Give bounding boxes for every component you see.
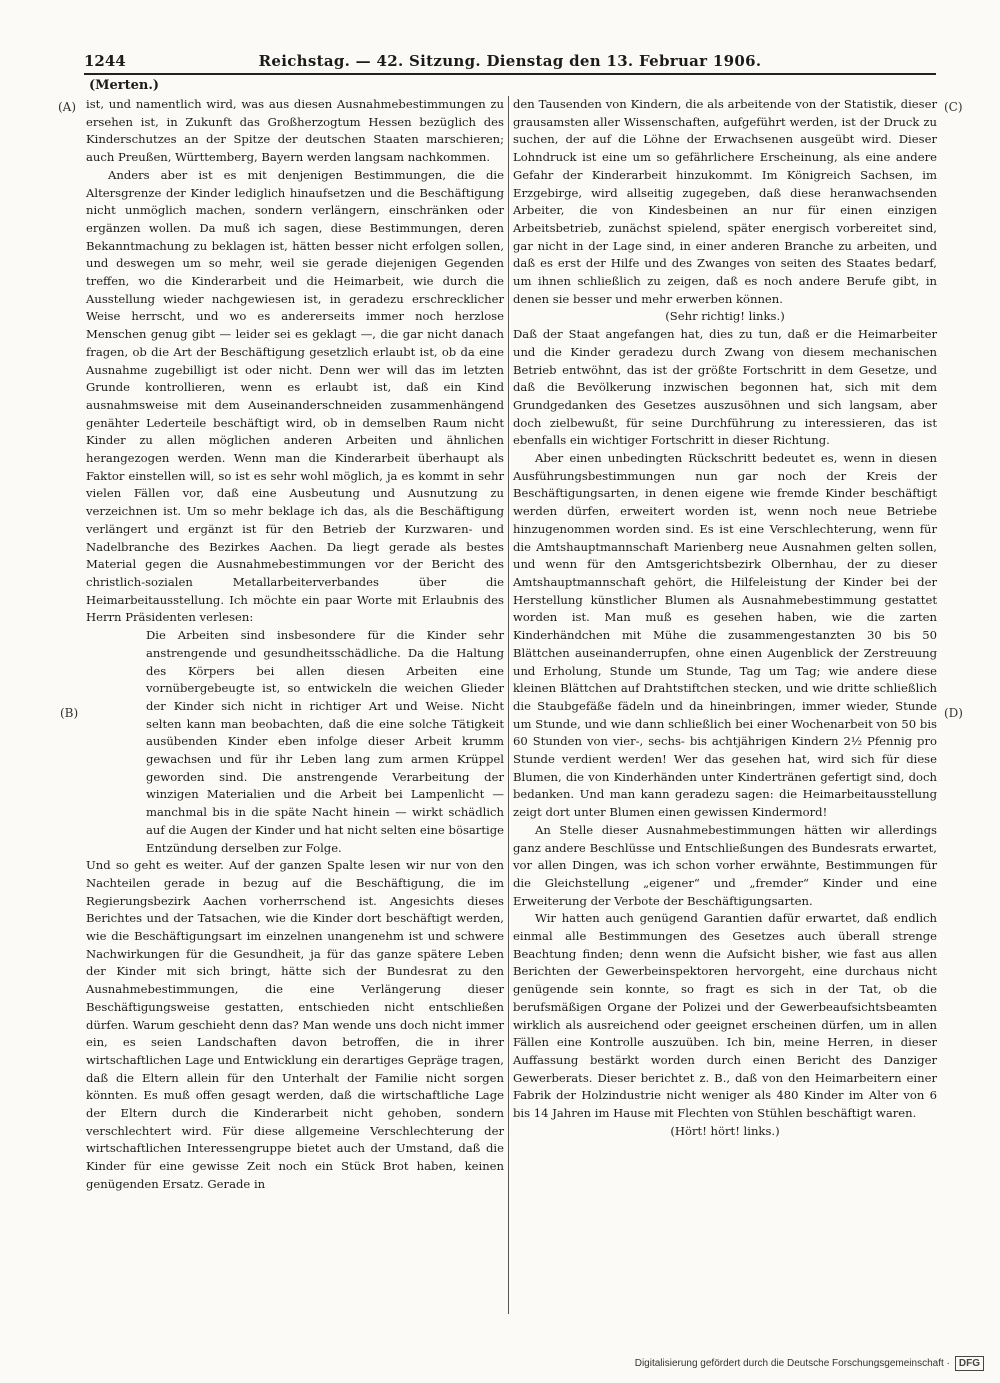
interjection: (Hört! hört! links.) (670, 1123, 780, 1138)
dfg-logo: DFG (955, 1356, 984, 1371)
page-header (84, 48, 936, 74)
column-divider (508, 96, 509, 1314)
paragraph: ist, und namentlich wird, was aus diesen Ausnahmebestimmungen zu ersehen ist, in Zukunft das Großherzogtum Hessen bezüglich des Kinderschutzes an der Spitze der deutschen Staaten marschieren; auch Preußen, Württemberg, Bayern werden langsam nachkommen. (86, 97, 504, 165)
header-rule (84, 73, 936, 75)
margin-marker-a: (A) (58, 100, 77, 114)
interjection: (Sehr richtig! links.) (665, 309, 785, 324)
credit-text: Digitalisierung gefördert durch die Deutsche Forschungsgemeinschaft · (634, 1358, 950, 1369)
page-number: 1244 (84, 52, 126, 70)
paragraph: Anders aber ist es mit denjenigen Bestimmungen, die die Altersgrenze der Kinder lediglich hinaufsetzen und die Beschäftigung nicht unmöglich machen, sondern verlängern, einschränken oder ergänzen wollen. Da muß ich sagen, diese Bestimmungen, deren Bekanntmachung zu beklagen ist, hätten besser nicht erfolgen sollen, und deswegen um so mehr, weil sie gerade diejenigen Gegenden treffen, wo die Kinderarbeit und die Heimarbeit, wie durch die Ausstellung wieder nachgewiesen ist, in geradezu erschrecklicher Weise herrscht, und wo es andererseits immer noch herzlose Menschen genug gibt — leider sei es geklagt —, die gar nicht danach fragen, ob die Art der Beschäftigung gesetzlich erlaubt ist, ob da eine Ausnahme zugebilligt ist oder nicht. Denn wer will das im letzten Grunde kontrollieren, wenn es erlaubt ist, daß ein Kind ausnahmsweise mit dem Auseinanderschneiden zusammenhängend genähter Lederteile beschäftigt wird, ob in demselben Raum nicht Kinder zu allen möglichen anderen Arbeiten und ähnlichen herangezogen werden. Wenn man die Kinderarbeit überhaupt als Faktor einstellen will, so ist es sehr wohl möglich, ja es kommt in sehr vielen Fällen vor, daß eine Ausbeutung und Ausnutzung zu verzeichnen ist. Um so mehr beklage ich das, als die Beschäftigung verlängert und ergänzt ist für den Betrieb der Kurzwaren- und Nadelbranche des Bezirkes Aachen. Da liegt gerade als bestes Material gegen die Ausnahmebestimmungen vor der Bericht des christlich-sozialen Metallarbeiterverbandes über die Heimarbeitausstellung. Ich möchte ein paar Worte mit Erlaubnis des Herrn Präsidenten verlesen: (86, 167, 504, 625)
paragraph: Aber einen unbedingten Rückschritt bedeutet es, wenn in diesen Ausführungsbestimmungen nun gar noch der Kreis der Beschäftigungsarten, in denen eigene wie fremde Kinder beschäftigt werden dürfen, erweitert worden ist, wenn noch neue Betriebe hinzugenommen worden sind. Es ist eine Verschlechterung, wenn für die Amtshauptmannschaft Marienberg neue Ausnahmen gelten sollen, und wenn für den Amtsgerichtsbezirk Olbernhau, der zu dieser Amtshauptmannschaft gehört, die Hilfeleistung der Kinder bei der Herstellung künstlicher Blumen als Ausnahmebestimmung gestattet worden ist. Man muß es gesehen haben, wie die zarten Kinderhändchen mit Mühe die zusammengestanzten 30 bis 50 Blättchen auseinanderrupfen, ohne einen Augenblick der Zerstreuung und Erholung, Stunde um Stunde, Tag um Tag; wie andere diese kleinen Blättchen auf Drahtstiftchen stecken, und wie dritte schließlich die Staubgefäße fädeln und da hineinbringen, immer wieder, Stunde um Stunde, und wie dann schließlich bei einer Wochenarbeit von 50 bis 60 Stunden von vier-, sechs- bis achtjährigen Kindern 2½ Pfennig pro Stunde verdient werden! Wer das gesehen hat, wird sich für diese Blumen, die von Kinderhänden unter Kindertränen gefertigt sind, doch bedanken. Und man kann geradezu sagen: die Heimarbeitausstellung zeigt dort unter Blumen einen gewissen Kindermord! (513, 451, 937, 820)
left-column (86, 96, 504, 1194)
right-column (513, 96, 937, 1140)
paragraph: Wir hatten auch genügend Garantien dafür erwartet, daß endlich einmal alle Bestimmungen des Gesetzes auch überall strenge Beachtung finden; denn wenn die Aufsicht bisher, wie fast aus allen Berichten der Gewerbeinspektoren hervorgeht, eine durchaus nicht genügende sein konnte, so fragt es sich in der Tat, ob die berufsmäßigen Organe der Polizei und der Gewerbeaufsichtsbeamten wirklich als ausreichend oder geeignet erscheinen dürfen, um in allen Fällen eine Kontrolle auszuüben. Ich bin, meine Herren, in dieser Auffassung bestärkt worden durch einen Bericht des Danziger Gewerberats. Dieser berichtet z. B., daß von den Heimarbeitern einer Fabrik der Holzindustrie nicht weniger als 480 Kinder im Alter von 6 bis 14 Jahren im Hause mit Flechten von Stühlen beschäftigt waren. (513, 911, 937, 1121)
page-title: Reichstag. — 42. Sitzung. Dienstag den 13. Februar 1906. (258, 52, 762, 70)
margin-marker-c: (C) (944, 100, 963, 114)
paragraph: Und so geht es weiter. Auf der ganzen Spalte lesen wir nur von den Nachteilen gerade in bezug auf die Beschäftigung, die im Regierungsbezirk Aachen vorherrschend ist. Angesichts dieses Berichtes und der Tatsachen, wie die Kinder dort beschäftigt werden, wie die Beschäftigungsart im einzelnen unangenehm ist und schwere Nachwirkungen für die Gesundheit, ja für das ganze spätere Leben der Kinder mit sich bringt, hätte sich der Bundesrat zu den Ausnahmebestimmungen, die eine Verlängerung dieser Beschäftigungsweise gestatten, entschieden nicht entschließen dürfen. Warum geschieht denn das? Man wende uns doch nicht immer ein, es seien Landschaften davon betroffen, die in ihrer wirtschaftlichen Lage und Entwicklung ein derartiges Gepräge tragen, daß die Eltern allein für den Unterhalt der Familie nicht sorgen könnten. Es muß offen gesagt werden, daß die wirtschaftliche Lage der Eltern durch die Kinderarbeit nicht gehoben, sondern verschlechtert wird. Für diese allgemeine Verschlechterung der wirtschaftlichen Interessengruppe bietet auch der Umstand, daß die Kinder für eine gewisse Zeit noch ein Stück Brot haben, keinen genügenden Ersatz. Gerade in (86, 858, 504, 1191)
quoted-report: Die Arbeiten sind insbesondere für die Kinder sehr anstrengende und gesundheitsschädliche. Da die Haltung des Körpers bei allen diesen Arbeiten eine vornübergebeugte ist, so entwickeln die weichen Glieder der Kinder sich nicht in richtiger Art und Weise. Nicht selten kann man beobachten, daß die eine solche Tätigkeit ausübenden Kinder eben infolge dieser Arbeit krumm gewachsen und für ihr Leben lang zum armen Krüppel geworden sind. Die anstrengende Verarbeitung der winzigen Materialien und die Arbeit bei Lampenlicht — manchmal bis in die späte Nacht hinein — wirkt schädlich auf die Augen der Kinder und hat nicht selten eine bösartige Entzündung derselben zur Folge. (146, 628, 504, 855)
paragraph: Daß der Staat angefangen hat, dies zu tun, daß er die Heimarbeiter und die Kinder geradezu durch Zwang von diesem mechanischen Betrieb entwöhnt, das ist der größte Fortschritt in dem Gesetze, und daß die Bevölkerung inzwischen begonnen hat, sich mit dem Grundgedanken des Gesetzes auszusöhnen und sich langsam, aber doch zielbewußt, für seine Durchführung zu interessieren, das ist ebenfalls ein wichtiger Fortschritt in dieser Richtung. (513, 327, 937, 448)
paragraph: den Tausenden von Kindern, die als arbeitende von der Statistik, dieser grausamsten aller Wissenschaften, aufgeführt werden, ist der Druck zu suchen, der auf die Löhne der Erwachsenen ausgeübt wird. Dieser Lohndruck ist eine um so gefährlichere Erscheinung, als eine andere Gefahr der Kinderarbeit hinzukommt. Im Königreich Sachsen, im Erzgebirge, wird allseitig zugegeben, daß diese heranwachsenden Arbeiter, die von Kindesbeinen an nur für einen einzigen Arbeitsbetrieb, zunächst spielend, später energisch vorbereitet sind, gar nicht in der Lage sind, in einer anderen Branche zu arbeiten, und daß es erst der Hilfe und des Zwanges von seiten des Staates bedarf, um ihnen schließlich zu zeigen, daß es noch andere Berufe gibt, in denen sie besser und mehr erwerben können. (513, 97, 937, 306)
digitization-credit (635, 1356, 984, 1371)
speaker-name: (Merten.) (89, 78, 160, 93)
margin-marker-b: (B) (60, 706, 79, 720)
paragraph: An Stelle dieser Ausnahmebestimmungen hätten wir allerdings ganz andere Beschlüsse und Entschließungen des Bundesrats erwartet, vor allen Dingen, was ich schon vorher erwähnte, Bestimmungen für die Gleichstellung „eigener“ und „fremder“ Kinder und eine Erweiterung der Verbote der Beschäftigungsarten. (513, 822, 937, 908)
margin-marker-d: (D) (944, 706, 963, 720)
